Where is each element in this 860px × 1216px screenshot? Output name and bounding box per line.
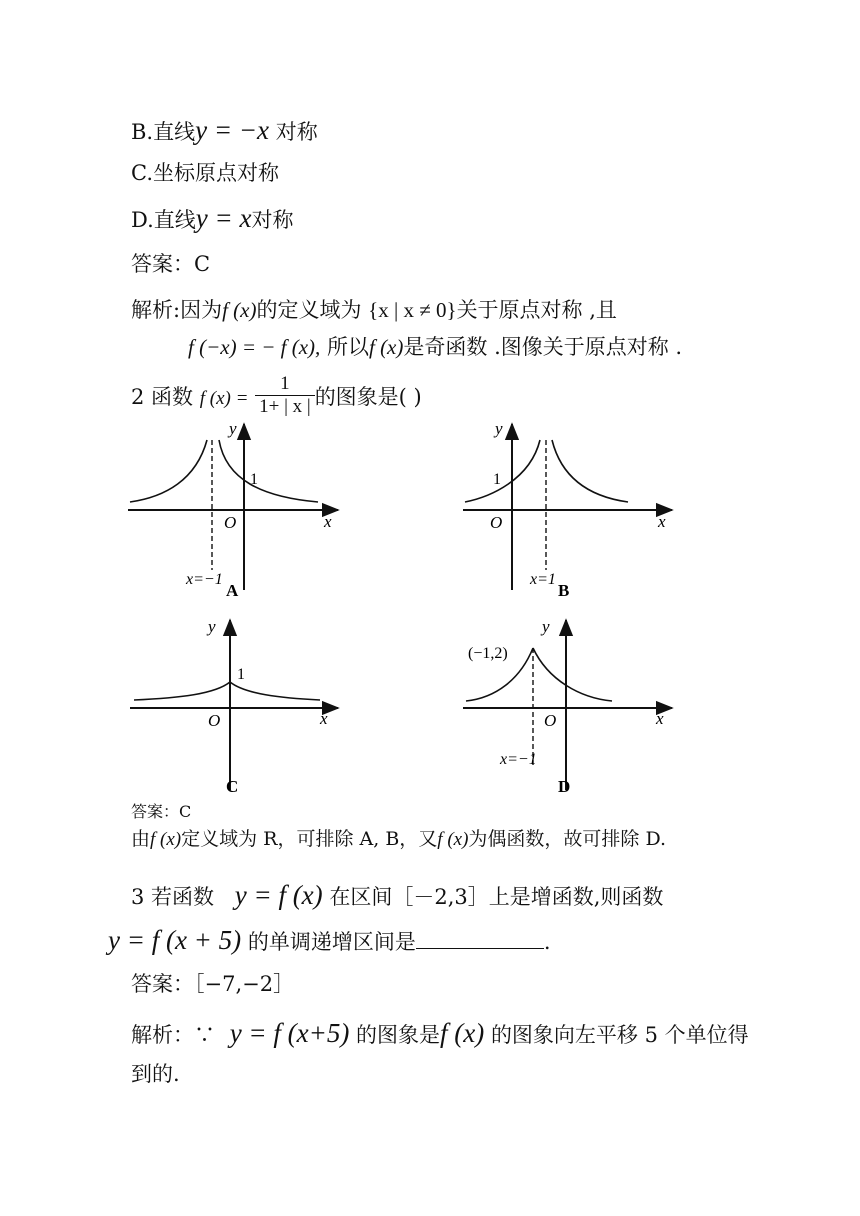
fraction: $\frac{1}{1+ | x |}$ <box>255 374 315 419</box>
svg-text:O: O <box>544 711 557 730</box>
option-d: D.直线y = x对称 <box>131 203 294 233</box>
svg-text:x=−1: x=−1 <box>186 571 223 588</box>
graph-options <box>0 418 860 838</box>
svg-text:O: O <box>224 513 237 532</box>
graph-b <box>463 419 672 600</box>
graph-d-point-label: (−1,2) <box>468 645 508 662</box>
q2-stem: 2 函数 f (x) = $\frac{1}{1+ | x |}$ 的图象是( ) <box>131 373 422 417</box>
graph-a <box>128 419 338 600</box>
q3-analysis-line1: 解析：∵ y = f (x+5) 的图象是f (x) 的图象向左平移 5 个单位得 <box>131 1018 749 1048</box>
graph-c-label: C <box>226 777 239 796</box>
svg-text:y: y <box>542 617 550 636</box>
q1-analysis-line1: 解析:因为f (x)的定义域为 {x | x ≠ 0}关于原点对称 ,且 <box>131 298 617 322</box>
svg-text:y: y <box>208 617 216 636</box>
svg-text:y: y <box>495 419 503 438</box>
q1-answer: 答案：C <box>131 252 211 276</box>
q3-answer: 答案：［−7,−2］ <box>131 972 295 996</box>
option-c: C.坐标原点对称 <box>131 161 279 185</box>
svg-text:x: x <box>658 512 666 531</box>
math-y-x: y = x <box>195 203 252 233</box>
graph-a-y-label: y <box>229 419 237 438</box>
graph-d-label: D <box>558 777 571 796</box>
answer-blank <box>416 930 544 949</box>
svg-text:O: O <box>490 513 503 532</box>
svg-text:x: x <box>324 512 332 531</box>
svg-text:x: x <box>320 709 328 728</box>
svg-text:1: 1 <box>493 471 501 488</box>
svg-text:x: x <box>656 709 664 728</box>
graph-a-label: A <box>226 581 239 600</box>
graph-d <box>463 617 672 796</box>
svg-text:1: 1 <box>237 666 245 683</box>
graph-c <box>130 617 338 796</box>
svg-text:x=−1: x=−1 <box>500 751 537 768</box>
q3-analysis-line2: 到的. <box>131 1062 180 1086</box>
q2-explanation: 由f (x)定义域为 R，可排除 A, B，又f (x)为偶函数，故可排除 D. <box>131 828 667 850</box>
q1-analysis-line2: f (−x) = − f (x), 所以f (x)是奇函数 .图像关于原点对称 . <box>188 335 683 359</box>
q3-line2: y = f (x + 5) 的单调递增区间是 . <box>108 925 551 955</box>
svg-text:x=1: x=1 <box>530 571 556 588</box>
graph-b-label: B <box>558 581 570 600</box>
option-b: B.直线y = −x 对称 <box>131 115 318 145</box>
svg-text:O: O <box>208 711 221 730</box>
q3-line1: 3 若函数 y = f (x) 在区间［－2,3］上是增函数,则函数 <box>131 880 664 910</box>
svg-text:1: 1 <box>250 471 258 488</box>
math-y-neg-x: y = −x <box>195 115 270 145</box>
q2-answer: 答案：C <box>131 802 192 821</box>
